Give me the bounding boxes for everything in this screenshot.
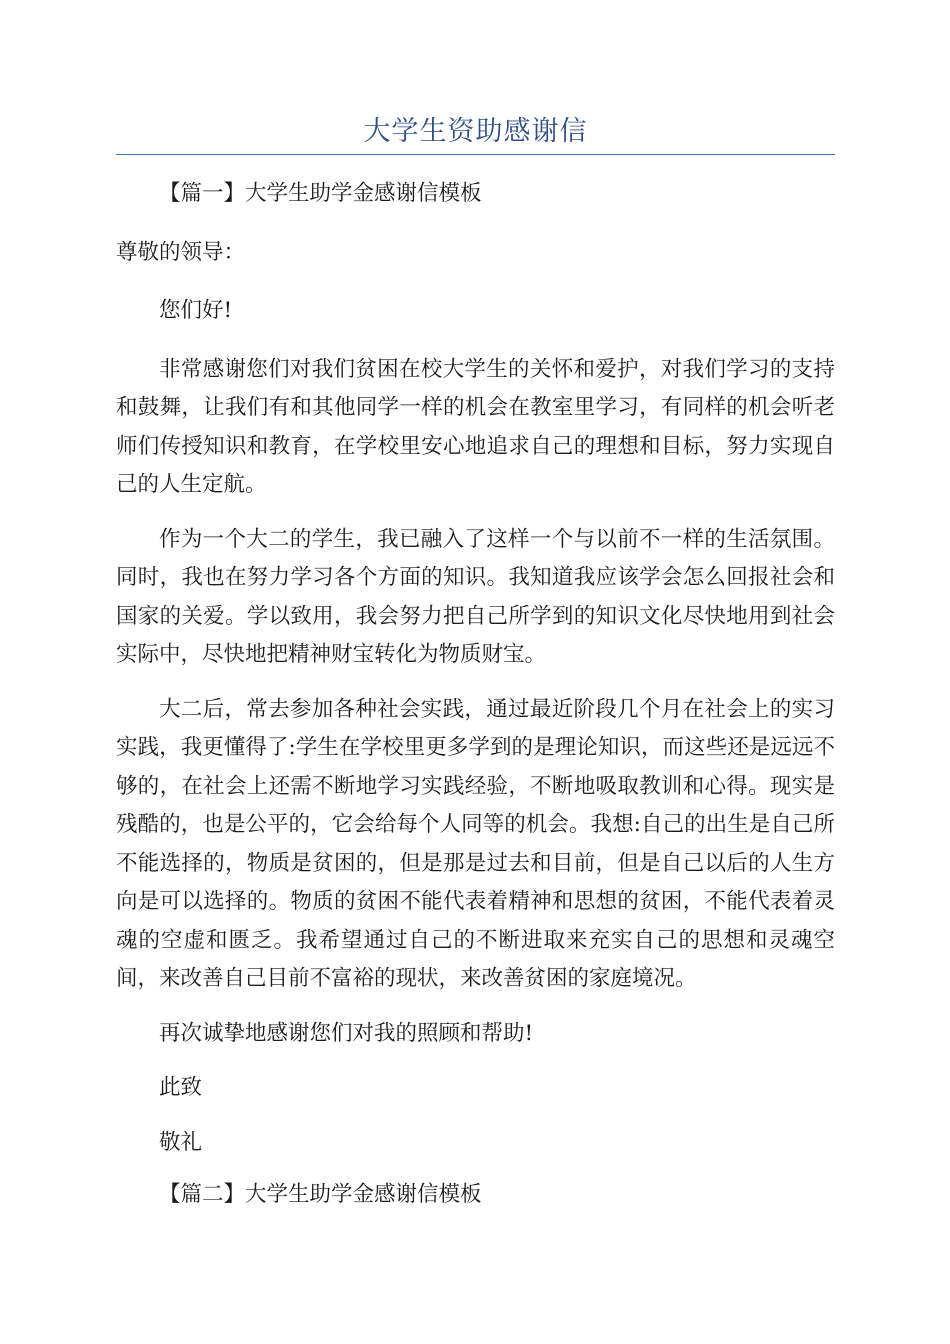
salutation: 尊敬的领导： — [116, 239, 246, 265]
paragraph-2: 作为一个大二的学生，我已融入了这样一个与以前不一样的生活氛围。同时，我也在努力学习各个方面的知识。我知道我应该学会怎么回报社会和国家的关爱。学以致用，我会努力把自己所学到的知识文化尽快地用到社会实际中，尽快地把精神财宝转化为物质财宝。 — [116, 526, 835, 667]
closing-thanks: 再次诚挚地感谢您们对我的照顾和帮助! — [159, 1020, 534, 1046]
closing-ci-zhi: 此致 — [159, 1075, 203, 1100]
document-title: 大学生资助感谢信 — [363, 116, 588, 147]
section-heading-1: 【篇一】大学生助学金感谢信模板 — [159, 181, 482, 206]
paragraph-3: 大二后，常去参加各种社会实践，通过最近阶段几个月在社会上的实习实践，我更懂得了:学生在学校里更多学到的是理论知识，而这些还是远远不够的，在社会上还需不断地学习实践经验，不断地吸取教训和心得。现实是残酷的，也是公平的，它会给每个人同等的机会。我想:自己的出生是自己所不能选择的，物质是贫困的，但是那是过去和目前，但是自己以后的人生方向是可以选择的。物质的贫困不能代表着精神和思想的贫困，不能代表着灵魂的空虚和匮乏。我希望通过自己的不断进取来充实自己的思想和灵魂空间，来改善自己目前不富裕的现状，来改善贫困的家庭境况。 — [116, 696, 835, 991]
greeting: 您们好! — [159, 298, 233, 323]
paragraph-1: 非常感谢您们对我们贫困在校大学生的关怀和爱护，对我们学习的支持和鼓舞，让我们有和其他同学一样的机会在教室里学习，有同样的机会听老师们传授知识和教育，在学校里安心地追求自己的理想和目标，努力实现自己的人生定航。 — [116, 356, 835, 497]
title-underline — [116, 154, 835, 155]
section-heading-2: 【篇二】大学生助学金感谢信模板 — [159, 1182, 482, 1207]
closing-jing-li: 敬礼 — [159, 1129, 203, 1155]
document-body — [116, 175, 835, 1215]
